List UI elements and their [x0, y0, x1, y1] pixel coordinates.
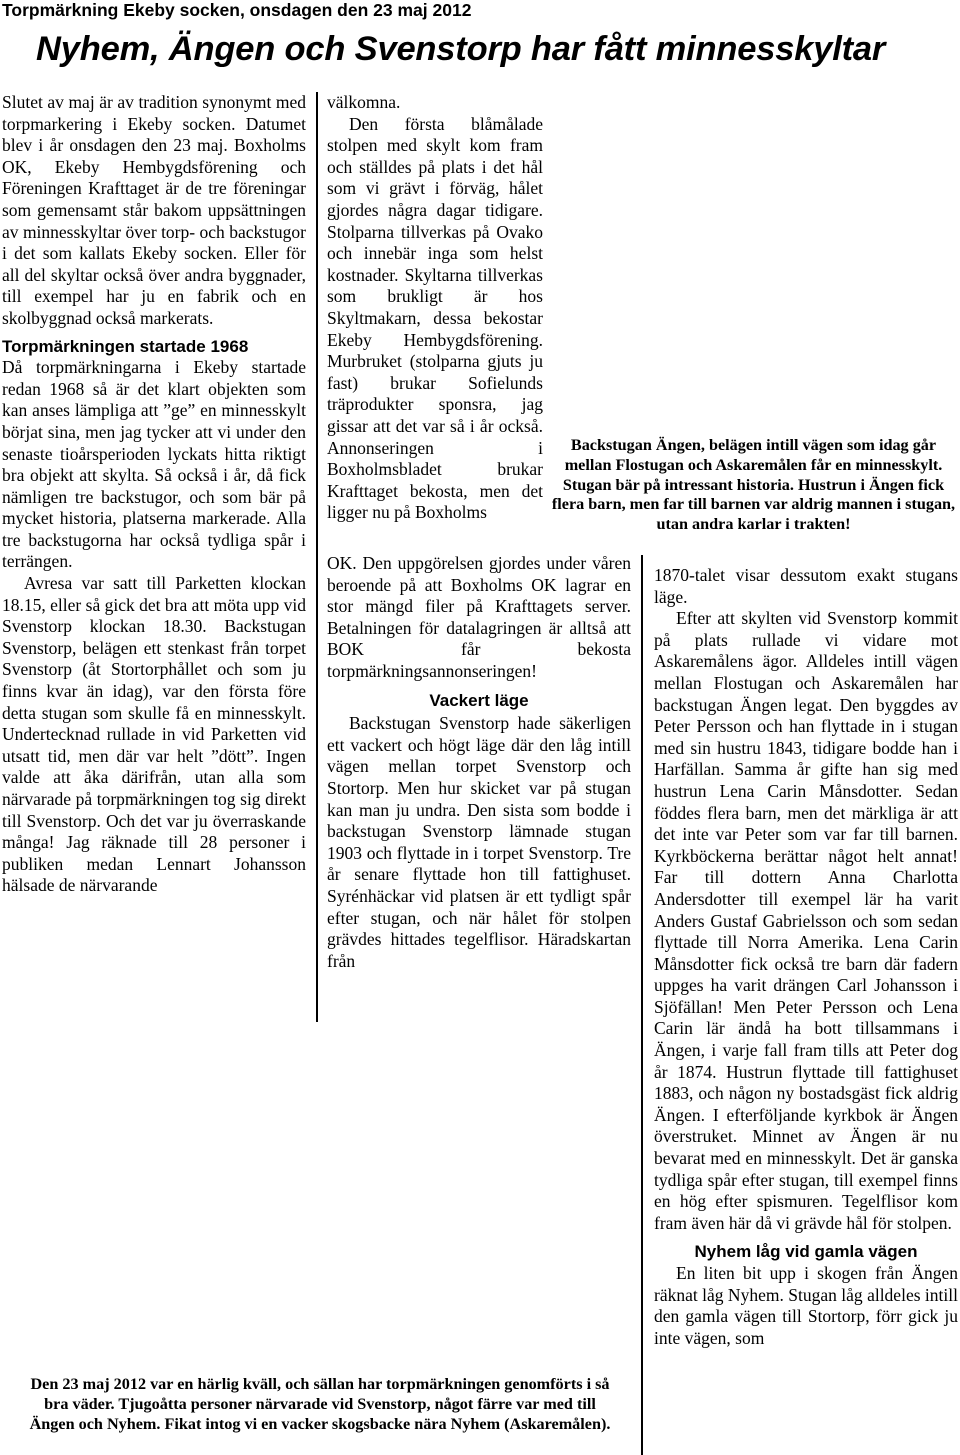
- article-column-1: [2, 92, 306, 897]
- article-column-3: [654, 565, 958, 1349]
- paragraph: Avresa var satt till Parketten klockan 18.15, eller så gick det bra att möta upp vid Svenstorp klockan 18.30. Backstugan Svenstorp, belägen ett stenkast från torpet Svenstorp (åt Stortorphållet och som ju finns kvar än idag), var den första före detta stugan som skulle få en minnesskylt. Undertecknad rullade in vid Parketten vid utsatt tid, men där var helt ”dött”. Ingen valde att åka därifrån, utan alla som närvarade på torpmärkningen tog sig direkt till Svenstorp. Och det var ju överraskande många! Jag räknade till 28 personer i publiken medan Lennart Johansson hälsade de närvarande: [2, 573, 306, 896]
- column-rule: [316, 92, 318, 1022]
- paragraph: OK. Den uppgörelsen gjordes under våren beroende på att Boxholms OK lagrar en stor mängd filer på Krafttagets server. Betalningen för datalagringen är alltså att BOK får bekosta torpmärkningsannonseringen!: [327, 553, 631, 681]
- article-column-2-top: [327, 92, 543, 524]
- paragraph: En liten bit upp i skogen från Ängen räknat låg Nyhem. Stugan låg alldeles intill den gamla vägen till Stortorp, förr gick ju inte vägen, som: [654, 1263, 958, 1348]
- subheading: Vackert läge: [429, 690, 529, 710]
- paragraph: 1870-talet visar dessutom exakt stugans läge.: [654, 565, 958, 607]
- subheading: Torpmärkningen startade 1968: [2, 336, 249, 356]
- paragraph: Då torpmärkningarna i Ekeby startade redan 1968 så är det klart objekten som kan anses lämpliga att ”ge” en minnesskylt börjat sina, men jag tycker att vi under den senaste tioårsperioden lyckats hitta riktigt bra objekt att skylta. Så också i år, då fick nämligen tre backstugor, och som bär på mycket historia, platserna markerade. Alla tre backstugorna har också tydliga spår i terrängen.: [2, 357, 306, 572]
- paragraph: Den första blåmålade stolpen med skylt kom fram och ställdes på plats i det hål som vi grävt i förväg, hålet gjordes några dagar tidigare. Stolparna tillverkas på Ovako och innebär inga som helst kostnader. Skyltarna tillverkas som brukligt är hos Skyltmakarn, dessa bekostar Ekeby Hembygdsförening. Murbruket (stolparna gjuts ju fast) brukar Sofielunds träprodukter sponsra, jag gissar att det var så i år också. Annonseringen i Boxholmsbladet brukar Krafttaget bekosta, men det ligger nu på Boxholms: [327, 113, 543, 523]
- subheading: Nyhem låg vid gamla vägen: [694, 1242, 918, 1262]
- article-column-2-bottom: [327, 553, 631, 972]
- column-rule: [641, 555, 643, 1455]
- paragraph: Slutet av maj är av tradition synonymt med torpmarkering i Ekeby socken. Datumet blev i år onsdagen den 23 maj. Boxholms OK, Ekeby Hembygdsförening och Föreningen Krafttaget är de tre föreningar som gemensamt står bakom uppsättningen av minnesskyltar över torp- och backstugor i det som kallats Ekeby socken. Eller för all del skyltar också över andra byggnader, till exempel har ju en fabrik och en skolbyggnad också markerats.: [2, 92, 306, 328]
- photo-caption-evening: Den 23 maj 2012 var en härlig kväll, och sällan har torpmärkningen genomförts i så bra väder. Tjugoåtta personer närvarade vid Svenstorp, något färre var med till Ängen och Nyhem. Fikat intog vi en vacker skogsbacke nära Nyhem (Askaremålen).: [29, 1375, 611, 1433]
- paragraph: Backstugan Svenstorp hade säkerligen ett vackert och högt läge där den låg intill vägen mellan torpet Svenstorp och Stortorp. Men hur skicket var på stugan kan man ju undra. Den sista som bodde i backstugan Svenstorp lämnade stugan 1903 och flyttade in i torpet Svenstorp. Tre år senare flyttade hon till fattighuset. Syrénhäckar vid platsen är ett tydligt spår efter stugan, och när hålet för stolpen grävdes hittades tegelflisor. Häradskartan från: [327, 713, 631, 971]
- kicker-line: Torpmärkning Ekeby socken, onsdagen den 23 maj 2012: [2, 0, 472, 20]
- paragraph: Efter att skylten vid Svenstorp kommit på plats rullade vi vidare mot Askaremålens ägor. Alldeles intill vägen mellan Flostugan och Askaremålen har backstugan Ängen legat. Den byggdes av Peter Persson och han flyttade in i stugan med sin hustru 1843, tidigare bodde han i Harfällan. Samma år gifte han sig med hustrun Lena Carin Månsdotter. Sedan föddes flera barn, men det märkliga är att det inte var Peter som var far till barnen. Kyrkböckerna berättar något helt annat! Far till dottern Anna Charlotta Andersdotter till exempel lär ha varit Anders Gustaf Gabrielsson och som sedan flyttade till Norra Amerika. Lena Carin Månsdotter fick också tre barn där fadern uppges ha varit drängen Carl Johansson i Sjöfällan! Men Peter Persson och Lena Carin lär ändå ha bott tillsammans i Ängen, i varje fall fram tills att Peter dog år 1874. Hustrun flyttade till fattighuset 1883, och någon ny bostadsgäst fick aldrig Ängen. I efterföljande kyrkbok är Ängen överstruket. Minnet av Ängen är nu bevarat med en minnesskylt. Det är ganska tydliga spår efter stugan, till exempel finns en hög efter spismuren. Tegelflisor kom fram även här då vi grävde hål för stolpen.: [654, 608, 958, 1233]
- headline: Nyhem, Ängen och Svenstorp har fått minnesskyltar: [36, 30, 886, 68]
- photo-caption-angen: Backstugan Ängen, belägen intill vägen som idag går mellan Flostugan och Askaremålen får en minnesskylt. Stugan bär på intressant historia. Hustrun i Ängen fick flera barn, men far till barnen var aldrig mannen i stugan, utan andra karlar i trakten!: [551, 436, 956, 534]
- paragraph: välkomna.: [327, 92, 401, 112]
